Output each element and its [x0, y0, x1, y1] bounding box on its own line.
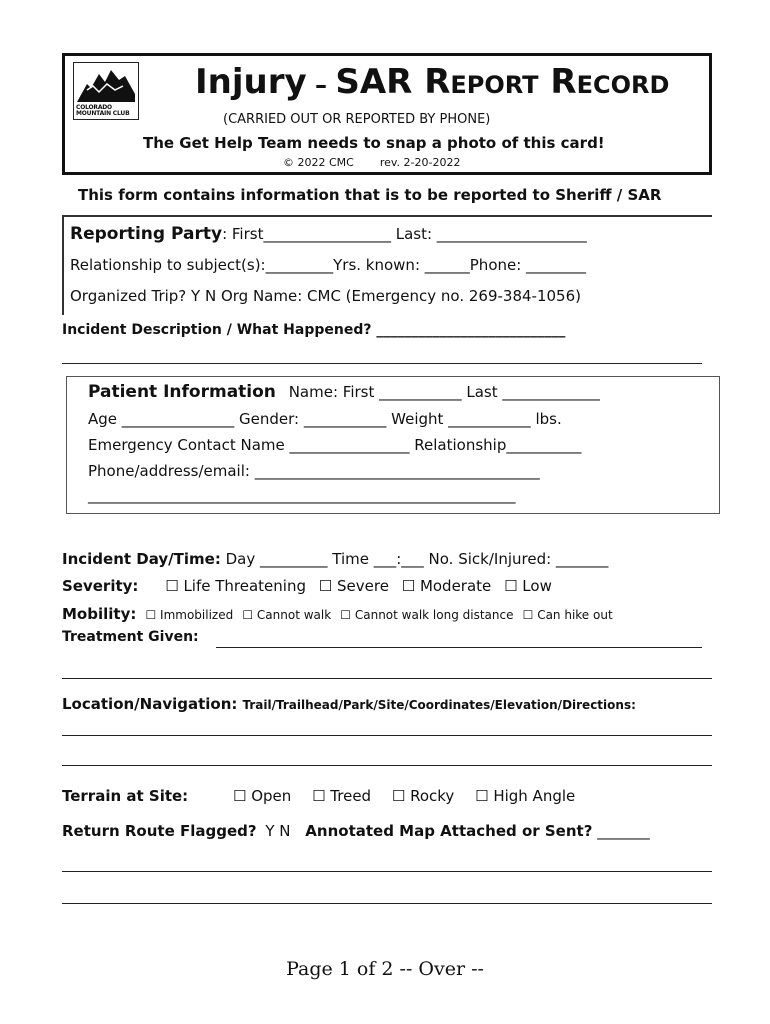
severity-option-severe[interactable]: ☐ Severe [318, 577, 389, 595]
incident-description-line[interactable] [62, 363, 702, 364]
incident-time-fields[interactable]: Day _________ Time ___:___ No. Sick/Injured: _______ [220, 550, 609, 568]
checkbox-icon: ☐ [165, 577, 179, 595]
checkbox-icon: ☐ [232, 787, 247, 805]
incident-time-label: Incident Day/Time: [62, 550, 221, 568]
checkbox-icon: ☐ [312, 787, 326, 805]
reporting-party-heading: Reporting Party [70, 224, 223, 244]
mobility-option-cannot-walk[interactable]: ☐ Cannot walk [242, 608, 332, 622]
patient-line-2[interactable]: Age _______________ Gender: ___________ Weight ___________ lbs. [88, 410, 562, 428]
location-line-2[interactable] [62, 765, 712, 766]
patient-name-fields[interactable]: Name: First ___________ Last _____________ [288, 383, 600, 401]
annotated-map-field[interactable]: _______ [597, 822, 650, 840]
reporting-name-fields[interactable]: : First_________________ Last: ____________________ [222, 225, 587, 243]
copyright-line: © 2022 CMC rev. 2-20-2022 [283, 156, 461, 169]
reporting-line-3[interactable]: Organized Trip? Y N Org Name: CMC (Emergency no. 269-384-1056) [70, 287, 581, 305]
patient-line-3[interactable]: Emergency Contact Name ________________ Relationship__________ [88, 436, 582, 454]
return-route-label: Return Route Flagged? [62, 822, 257, 840]
annotated-map-label: Annotated Map Attached or Sent? [305, 822, 593, 840]
terrain-label: Terrain at Site: [62, 787, 189, 805]
location-hint: Trail/Trailhead/Park/Site/Coordinates/Elevation/Directions: [242, 698, 636, 712]
checkbox-icon: ☐ [401, 577, 416, 595]
severity-option-low[interactable]: ☐ Low [504, 577, 552, 595]
return-route-row [62, 822, 650, 840]
incident-time-row [62, 550, 608, 568]
incident-description-field[interactable]: Incident Description / What Happened? ___________________________ [62, 322, 566, 338]
checkbox-icon: ☐ [242, 608, 254, 622]
mobility-option-immobilized[interactable]: ☐ Immobilized [145, 608, 234, 622]
checkbox-icon: ☐ [475, 787, 489, 805]
checkbox-icon: ☐ [145, 608, 157, 622]
treatment-label: Treatment Given: [62, 629, 199, 645]
reporting-line-2[interactable]: Relationship to subject(s):_________Yrs. known: ______Phone: ________ [70, 256, 587, 274]
treatment-line-1[interactable] [216, 647, 702, 648]
terrain-option-open[interactable]: ☐ Open [232, 787, 292, 805]
reporting-line-1 [70, 224, 587, 244]
form-title: Injury – SAR REPORT RECORD [195, 62, 670, 102]
severity-label: Severity: [62, 577, 139, 595]
checkbox-icon: ☐ [318, 577, 333, 595]
page-footer: Page 1 of 2 -- Over -- [286, 958, 484, 980]
snap-photo-note: The Get Help Team needs to snap a photo of this card! [143, 134, 605, 152]
patient-line-1 [88, 382, 600, 402]
checkbox-icon: ☐ [391, 787, 406, 805]
terrain-row [62, 787, 575, 805]
mountain-logo-icon [77, 66, 135, 104]
mobility-option-can-hike-out[interactable]: ☐ Can hike out [522, 608, 613, 622]
patient-line-4[interactable]: Phone/address/email: ______________________________________ [88, 462, 540, 480]
checkbox-icon: ☐ [504, 577, 518, 595]
patient-line-5[interactable]: _________________________________________________________ [88, 486, 516, 504]
location-label: Location/Navigation: [62, 695, 238, 713]
form-header [62, 53, 712, 175]
mobility-option-cannot-walk-long[interactable]: ☐ Cannot walk long distance [340, 608, 514, 622]
terrain-option-high-angle[interactable]: ☐ High Angle [475, 787, 576, 805]
checkbox-icon: ☐ [340, 608, 352, 622]
checkbox-icon: ☐ [522, 608, 534, 622]
treatment-line-2[interactable] [62, 678, 712, 679]
terrain-option-rocky[interactable]: ☐ Rocky [391, 787, 455, 805]
logo-text: COLORADO MOUNTAIN CLUB [76, 104, 130, 117]
patient-info-heading: Patient Information [88, 382, 276, 402]
intro-text: This form contains information that is to be reported to Sheriff / SAR [78, 186, 662, 204]
terrain-option-treed[interactable]: ☐ Treed [312, 787, 372, 805]
severity-row [62, 577, 552, 595]
location-row [62, 694, 636, 713]
return-route-yn[interactable]: Y N [265, 822, 291, 840]
return-route-line-2[interactable] [62, 903, 712, 904]
mobility-row [62, 604, 613, 623]
severity-option-moderate[interactable]: ☐ Moderate [401, 577, 492, 595]
mobility-label: Mobility: [62, 605, 137, 623]
location-line-1[interactable] [62, 735, 712, 736]
return-route-line-1[interactable] [62, 871, 712, 872]
cmc-logo [73, 62, 139, 120]
form-subtitle: (CARRIED OUT OR REPORTED BY PHONE) [223, 112, 491, 127]
severity-option-life-threatening[interactable]: ☐ Life Threatening [165, 577, 306, 595]
